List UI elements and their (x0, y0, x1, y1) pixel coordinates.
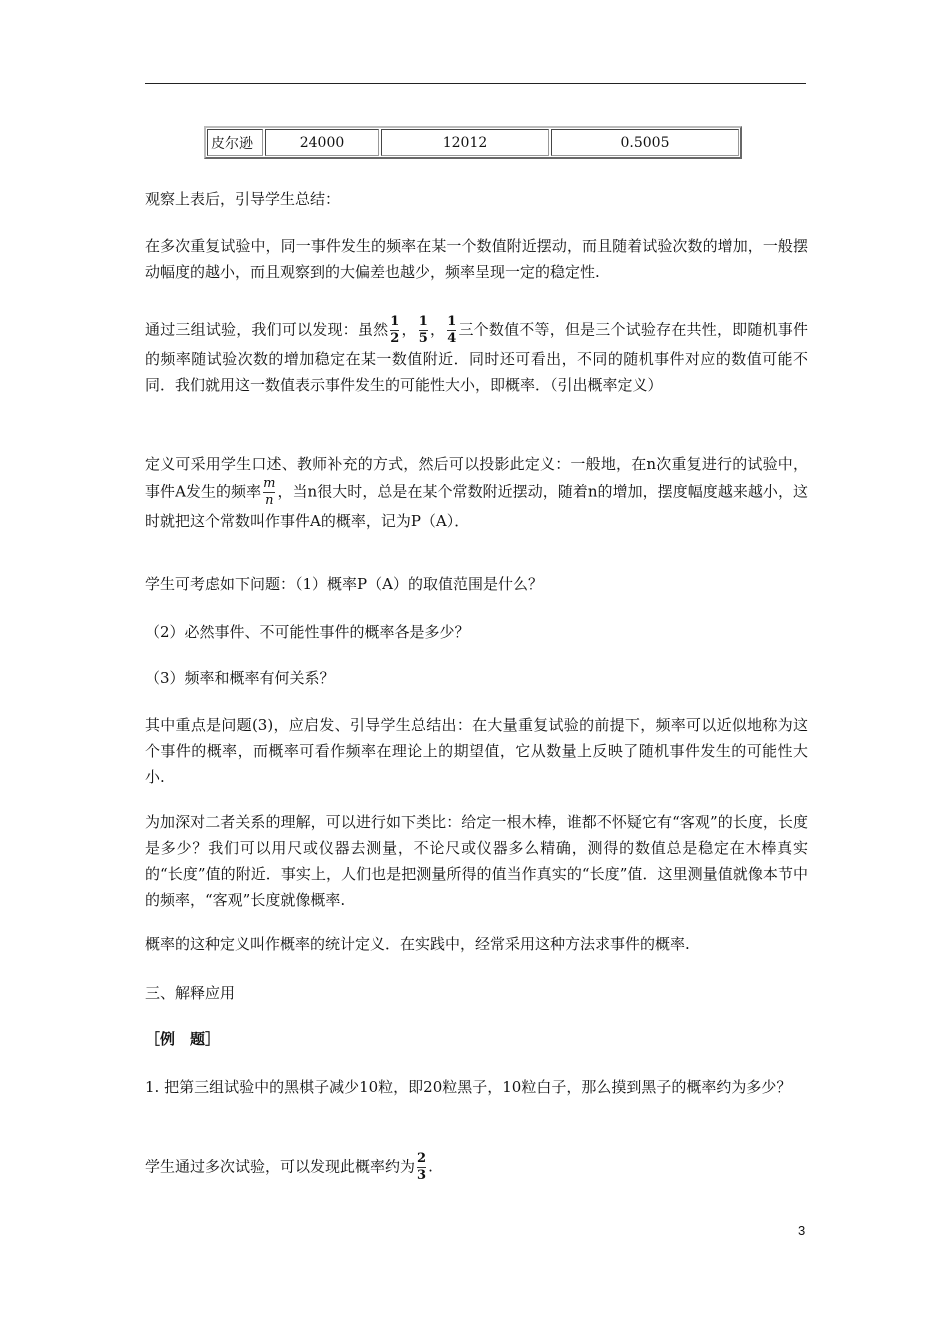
paragraph-question-2: （2）必然事件、不可能性事件的概率各是多少？ (145, 623, 470, 641)
paragraph-example-1: 1. 把第三组试验中的黑棋子减少10粒，即20粒黑子，10粒白子，那么摸到黑子的概率约为多少？ (145, 1078, 792, 1096)
header-rule (145, 83, 806, 84)
fraction-one-fifth: $\frac{1}{5}$ (418, 314, 428, 346)
paragraph-question-1: 学生可考虑如下问题：（1）概率P（A）的取值范围是什么？ (145, 575, 543, 593)
paragraph-summary: 在多次重复试验中，同一事件发生的频率在某一个数值附近摆动，而且随着试验次数的增加，一般摆动幅度的越小，而且观察到的大偏差也越少，频率呈现一定的稳定性. (145, 237, 808, 281)
paragraph-three-experiments: 通过三组试验，我们可以发现：虽然 $\frac{1}{2}$ ， $\frac{1}{5}$ ， $\frac{1}{4}$ 三个数值不等，但是三个试验存在共性，即随机事件的频率随试验次数的增加稳定在某一数值附近．同时还可看出，不同的随机事件对应的数值可能不同．我们就用这一数值表示事件发生的可能性大小，即概率．（引出概率定义） (145, 314, 808, 394)
example-heading: ［例 题］ (145, 1030, 221, 1048)
fraction-two-thirds: $\frac{2}{3}$ (417, 1151, 427, 1183)
section-heading-application: 三、解释应用 (145, 984, 236, 1002)
paragraph-key-point: 其中重点是问题(3)，应启发、引导学生总结出：在大量重复试验的前提下，频率可以近似地称为这个事件的概率，而概率可看作频率在理论上的期望值，它从数量上反映了随机事件发生的可能性大小. (145, 716, 808, 786)
p3-before: 通过三组试验，我们可以发现：虽然 (145, 320, 389, 339)
paragraph-observe: 观察上表后，引导学生总结： (145, 190, 341, 208)
data-table (204, 126, 742, 159)
p3-after: 三个数值不等，但是三个试验存在共性，即随机事件的频率随试验次数的增加稳定在某一数值附近．同时还可看出，不同的随机事件对应的数值可能不同．我们就用这一数值表示事件发生的可能性大小，即概率．（引出概率定义） (145, 320, 808, 394)
paragraph-result: 学生通过多次试验，可以发现此概率约为 $\frac{2}{3}$ . (145, 1151, 433, 1183)
paragraph-analogy: 为加深对二者关系的理解，可以进行如下类比：给定一根木棒，谁都不怀疑它有“客观”的长度，长度是多少？我们可以用尺或仪器去测量，不论尺或仪器多么精确，测得的数值总是稳定在木棒真实的“长度”值的附近．事实上，人们也是把测量所得的值当作真实的“长度”值．这里测量值就像本节中的频率，“客观”长度就像概率. (145, 813, 808, 909)
fraction-one-half: $\frac{1}{2}$ (390, 314, 400, 346)
fraction-m-over-n: $\frac{m}{n}$ (263, 476, 276, 508)
paragraph-question-3: （3）频率和概率有何关系？ (145, 669, 335, 687)
page-number: 3 (798, 1223, 806, 1238)
paragraph-definition: 定义可采用学生口述、教师补充的方式，然后可以投影此定义：一般地，在n次重复进行的试验中，事件A发生的频率 $\frac{m}{n}$ ，当n很大时，总是在某个常数附近摆动，随着n的增加，摆度幅度越来越小，这时就把这个常数叫作事件A的概率，记为P（A）． (145, 455, 808, 530)
fraction-one-quarter: $\frac{1}{4}$ (447, 314, 457, 346)
paragraph-statistical-definition: 概率的这种定义叫作概率的统计定义．在实践中，经常采用这种方法求事件的概率. (145, 935, 690, 953)
table-cell-frequency: 0.5005 (551, 129, 739, 156)
table-cell-name: 皮尔逊 (207, 129, 263, 156)
table-cell-trials: 24000 (265, 129, 379, 156)
table-cell-count: 12012 (381, 129, 549, 156)
